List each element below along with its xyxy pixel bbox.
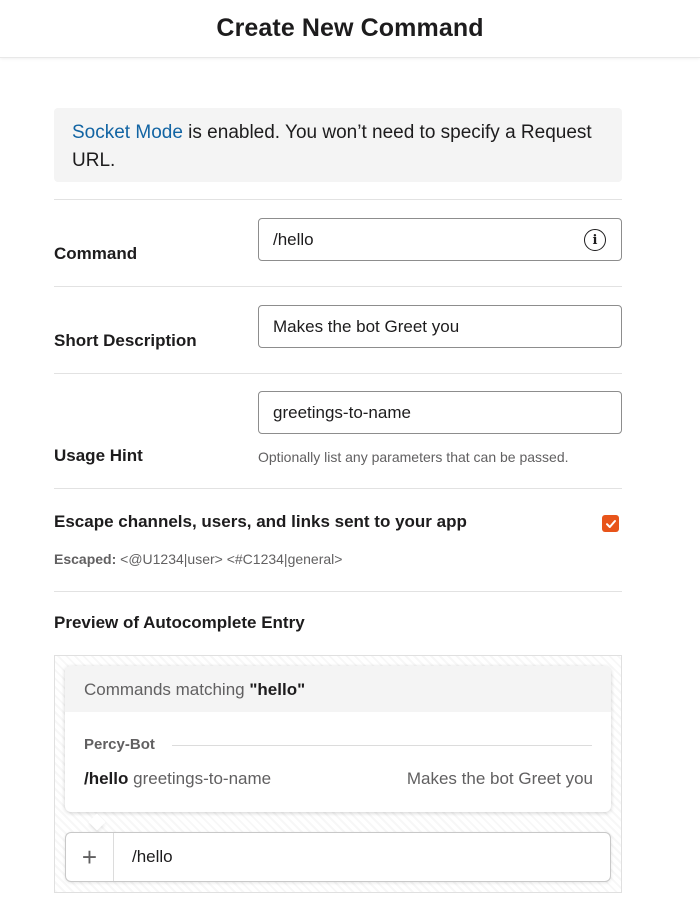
matching-prefix: Commands matching	[84, 680, 250, 699]
page-title: Create New Command	[216, 14, 484, 42]
plus-icon[interactable]: +	[66, 833, 114, 881]
usage-hint-help: Optionally list any parameters that can be passed.	[258, 449, 569, 465]
autocomplete-preview	[54, 655, 622, 893]
notice-text: is enabled. You won’t need to specify a Request URL.	[72, 122, 592, 171]
composer-text: /hello	[132, 847, 173, 866]
socket-mode-notice	[54, 108, 622, 182]
entry-command: /hello	[84, 769, 129, 788]
divider	[54, 286, 622, 287]
info-icon[interactable]: i	[584, 229, 606, 251]
usage-hint-input[interactable]	[258, 391, 622, 434]
popup-tail	[89, 814, 106, 831]
divider	[54, 488, 622, 489]
usage-hint-label: Usage Hint	[54, 446, 143, 465]
popup-header	[65, 666, 611, 712]
autocomplete-popup	[65, 666, 611, 812]
escaped-label: Escaped:	[54, 551, 117, 567]
command-label: Command	[54, 244, 138, 263]
app-name: Percy-Bot	[84, 736, 155, 753]
divider	[54, 199, 622, 200]
short-description-label: Short Description	[54, 331, 197, 350]
entry-description: Makes the bot Greet you	[406, 769, 593, 788]
divider	[54, 373, 622, 374]
command-input[interactable]	[258, 218, 622, 261]
entry-usage: greetings-to-name	[133, 769, 272, 788]
page-header	[0, 0, 700, 58]
preview-title: Preview of Autocomplete Entry	[54, 613, 305, 632]
escaped-example	[54, 551, 342, 567]
divider	[54, 591, 622, 592]
group-divider	[172, 745, 592, 746]
matching-query: "hello"	[249, 680, 306, 699]
socket-mode-link[interactable]: Socket Mode	[72, 122, 183, 143]
escaped-value: <@U1234|user> <#C1234|general>	[116, 551, 343, 567]
short-description-input[interactable]	[258, 305, 622, 348]
escape-label: Escape channels, users, and links sent to your app	[54, 512, 467, 531]
message-composer[interactable]	[65, 832, 611, 882]
autocomplete-entry[interactable]	[84, 769, 271, 789]
escape-checkbox[interactable]	[602, 515, 619, 532]
check-icon	[605, 518, 617, 530]
